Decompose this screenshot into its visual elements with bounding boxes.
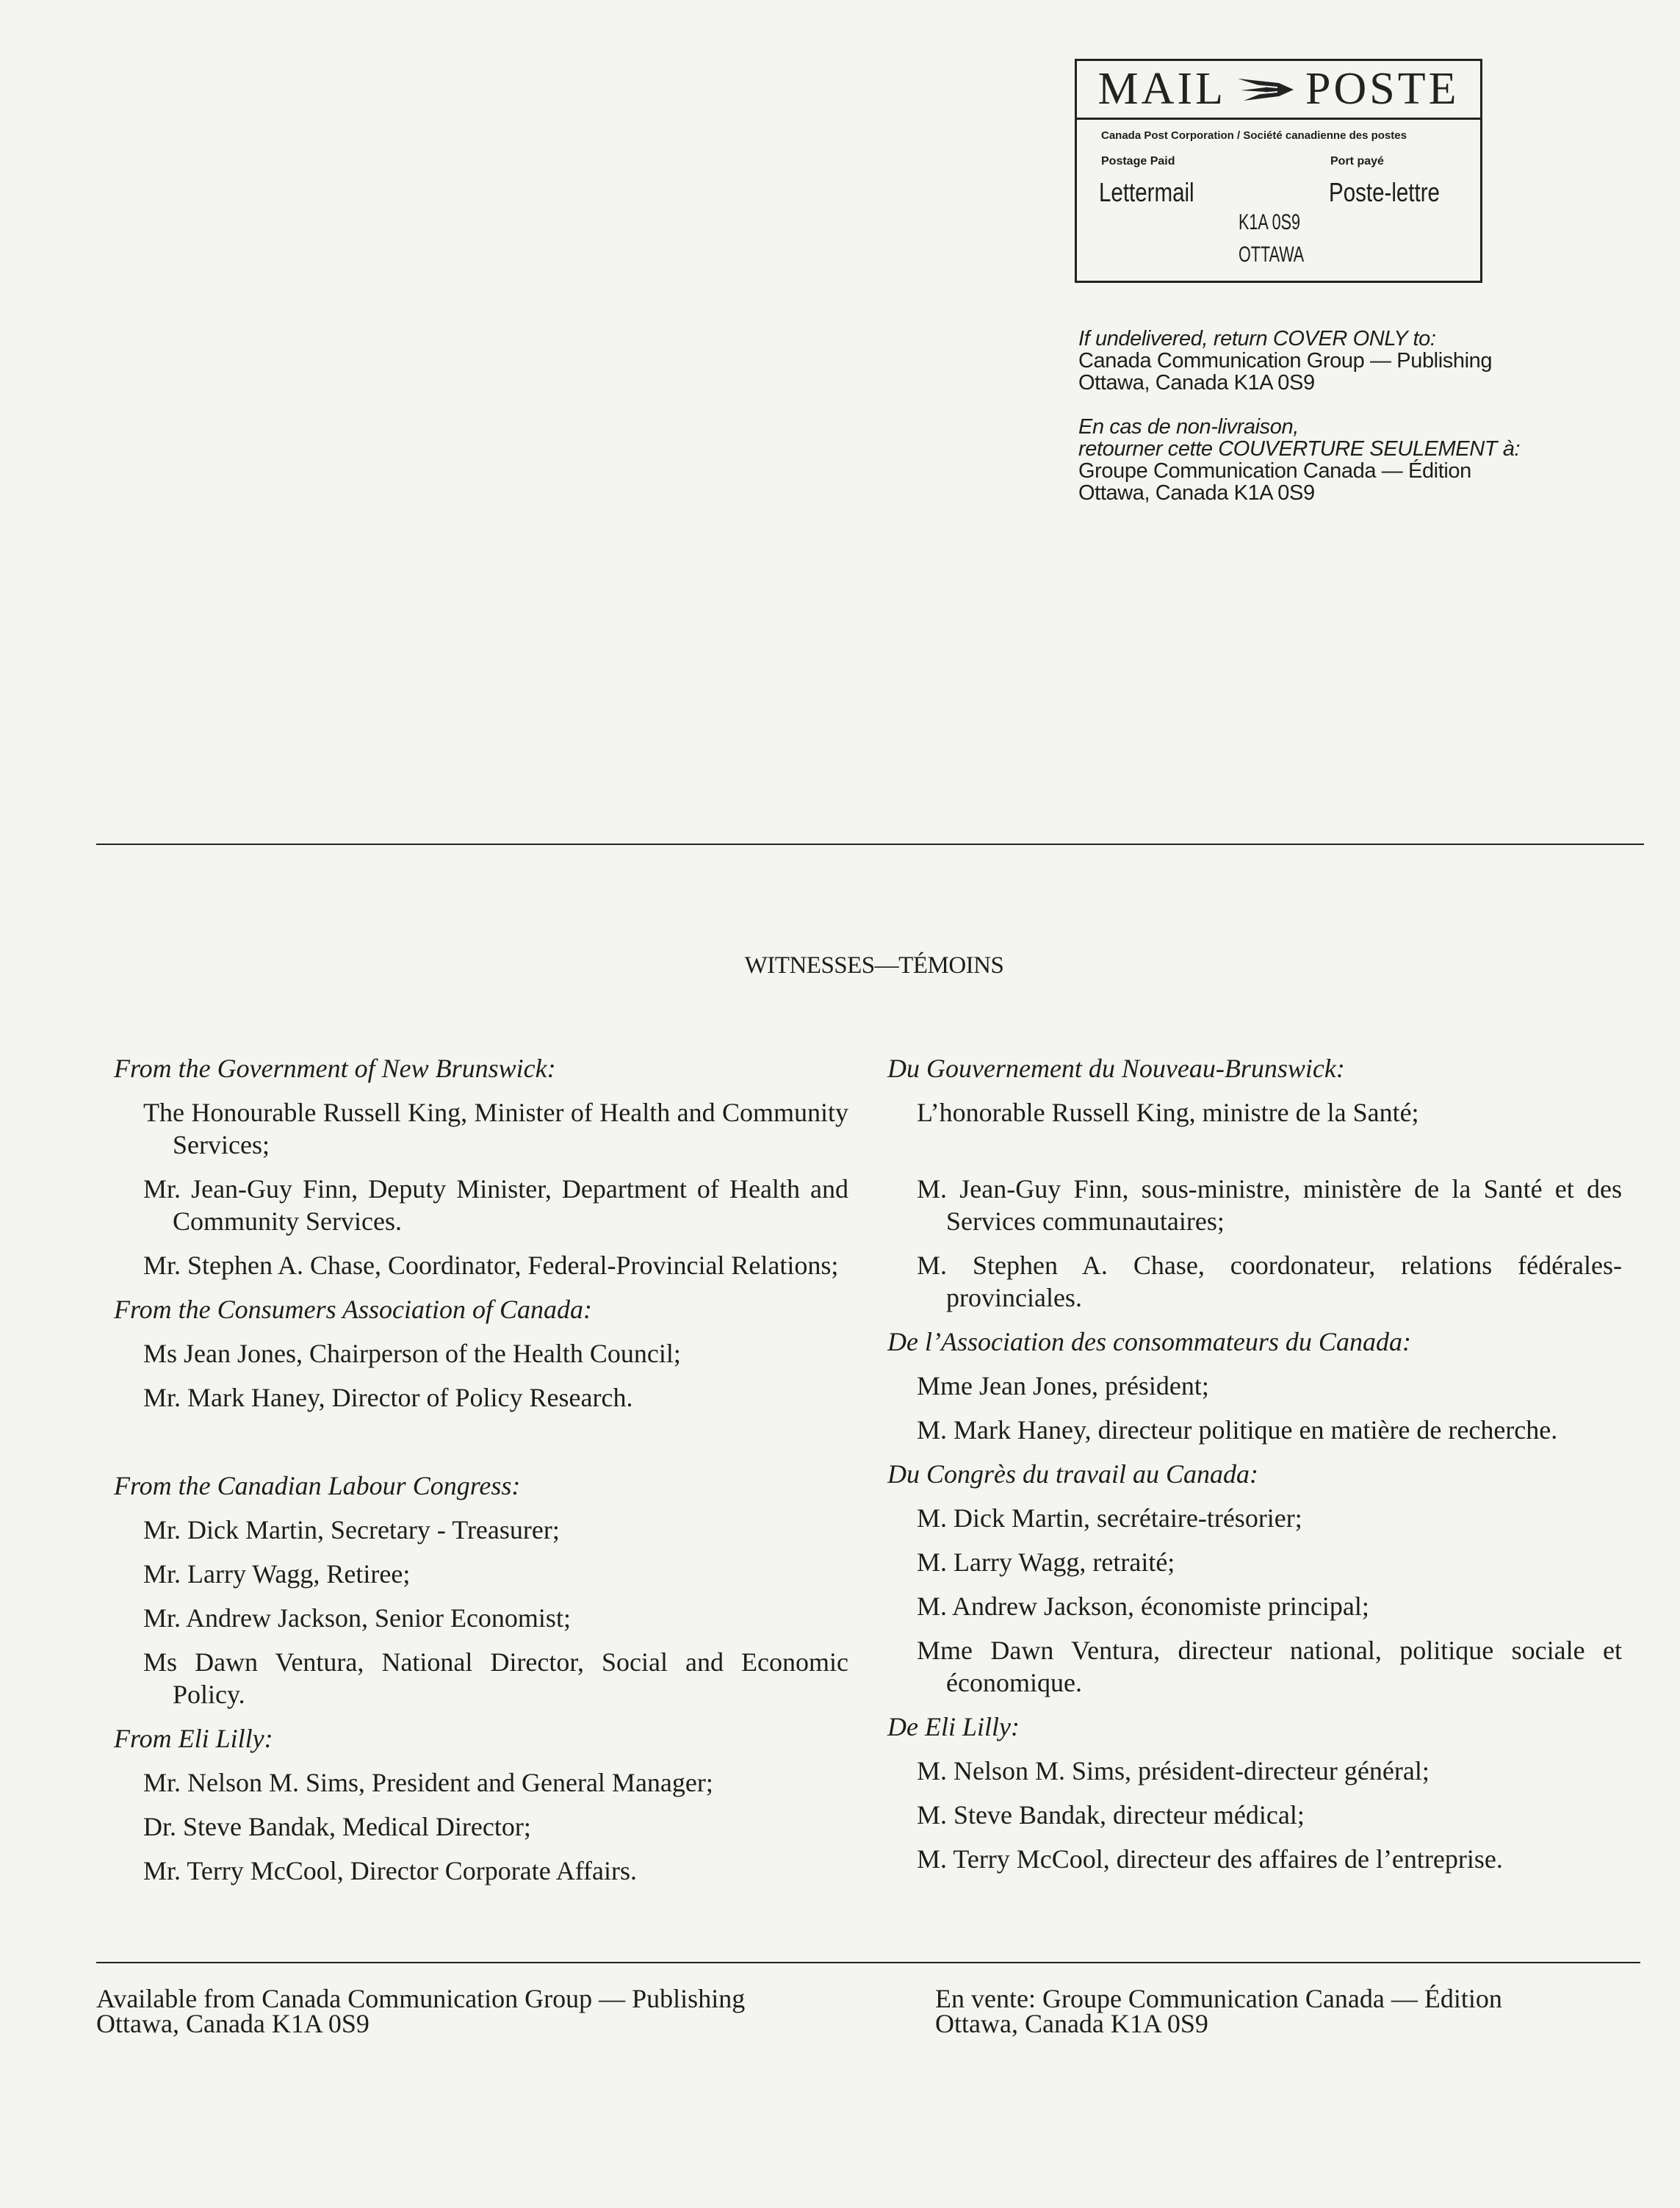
witnesses-heading: WITNESSES—TÉMOINS bbox=[744, 952, 1004, 979]
witness-entry: Dr. Steve Bandak, Medical Director; bbox=[143, 1812, 531, 1841]
witness-entry: M. Terry McCool, directeur des affaires de l’entreprise. bbox=[917, 1844, 1503, 1874]
availability-notice-fr bbox=[935, 1986, 1502, 2036]
postage-indicia bbox=[1075, 59, 1482, 283]
service-fr: Poste-lettre bbox=[1329, 177, 1440, 207]
witness-entry: Mme Jean Jones, président; bbox=[917, 1371, 1209, 1400]
witness-entry: M. Stephen A. Chase, coordonateur, relations fédérales-provinciales. bbox=[917, 1251, 1622, 1312]
witness-entry: Mr. Nelson M. Sims, President and General Manager; bbox=[143, 1768, 713, 1797]
corporation-name: Canada Post Corporation / Société canadienne des postes bbox=[1101, 129, 1407, 142]
witness-entry: M. Nelson M. Sims, président-directeur général; bbox=[917, 1756, 1430, 1786]
canada-post-arrow-icon bbox=[1236, 74, 1295, 105]
witnesses-column-en bbox=[114, 1052, 848, 1887]
footer-fr-line: Ottawa, Canada K1A 0S9 bbox=[935, 2009, 1208, 2038]
witness-entry: M. Steve Bandak, directeur médical; bbox=[917, 1800, 1305, 1830]
organization-label: From the Government of New Brunswick: bbox=[114, 1054, 556, 1083]
brand-mail: MAIL bbox=[1097, 64, 1226, 114]
organization-label: From the Canadian Labour Congress: bbox=[114, 1471, 521, 1500]
service-en: Lettermail bbox=[1099, 177, 1194, 207]
footer-en-line: Available from Canada Communication Group — Publishing bbox=[96, 1984, 746, 2013]
footer-en-line: Ottawa, Canada K1A 0S9 bbox=[96, 2009, 369, 2038]
organization-label: From Eli Lilly: bbox=[114, 1724, 273, 1753]
divider-bottom bbox=[96, 1962, 1640, 1963]
organization-label: Du Congrès du travail au Canada: bbox=[887, 1459, 1259, 1489]
witness-entry: Mr. Larry Wagg, Retiree; bbox=[143, 1559, 411, 1589]
return-en-line: If undelivered, return COVER ONLY to: bbox=[1078, 327, 1436, 350]
witness-entry: M. Andrew Jackson, économiste principal; bbox=[917, 1592, 1369, 1621]
witness-entry: Mr. Dick Martin, Secretary - Treasurer; bbox=[143, 1515, 560, 1544]
indicia-postal-code: K1A 0S9 bbox=[1239, 210, 1301, 234]
availability-notice-en bbox=[96, 1986, 745, 2036]
witnesses-column-fr bbox=[887, 1052, 1622, 1875]
organization-label: From the Consumers Association of Canada: bbox=[114, 1295, 593, 1324]
witness-entry: Mr. Terry McCool, Director Corporate Affairs. bbox=[143, 1856, 637, 1885]
witness-entry: Mr. Andrew Jackson, Senior Economist; bbox=[143, 1603, 571, 1633]
return-address-fr bbox=[1078, 416, 1607, 504]
witness-entry: Mr. Jean-Guy Finn, Deputy Minister, Department of Health and Community Services. bbox=[143, 1174, 848, 1236]
witness-entry: Ms Dawn Ventura, National Director, Social and Economic Policy. bbox=[143, 1647, 848, 1709]
footer-fr-line: En vente: Groupe Communication Canada — Édition bbox=[935, 1984, 1502, 2013]
postage-paid-fr: Port payé bbox=[1330, 155, 1384, 168]
brand-poste: POSTE bbox=[1305, 64, 1460, 114]
organization-label: De Eli Lilly: bbox=[887, 1712, 1020, 1741]
witness-entry: M. Dick Martin, secrétaire-trésorier; bbox=[917, 1503, 1302, 1533]
divider-top bbox=[96, 844, 1644, 845]
witness-entry: M. Mark Haney, directeur politique en matière de recherche. bbox=[917, 1415, 1558, 1445]
witness-entry: M. Jean-Guy Finn, sous-ministre, ministère de la Santé et des Services communautaires; bbox=[917, 1174, 1622, 1236]
witness-entry: L’honorable Russell King, ministre de la Santé; bbox=[917, 1098, 1419, 1127]
indicia-postal-block bbox=[1239, 206, 1304, 271]
witness-entry: M. Larry Wagg, retraité; bbox=[917, 1547, 1175, 1577]
indicia-city: OTTAWA bbox=[1239, 242, 1305, 267]
return-fr-line: Groupe Communication Canada — Édition bbox=[1078, 459, 1471, 483]
return-fr-line: En cas de non-livraison, bbox=[1078, 415, 1299, 439]
witness-entry: Mme Dawn Ventura, directeur national, politique sociale et économique. bbox=[917, 1636, 1622, 1697]
mail-poste-logo bbox=[1077, 61, 1480, 120]
return-fr-line: Ottawa, Canada K1A 0S9 bbox=[1078, 481, 1315, 505]
return-fr-line: retourner cette COUVERTURE SEULEMENT à: bbox=[1078, 437, 1521, 461]
witness-entry: Mr. Mark Haney, Director of Policy Research. bbox=[143, 1383, 633, 1412]
return-en-line: Canada Communication Group — Publishing bbox=[1078, 349, 1493, 373]
organization-label: De l’Association des consommateurs du Canada: bbox=[887, 1327, 1411, 1356]
return-en-line: Ottawa, Canada K1A 0S9 bbox=[1078, 371, 1315, 395]
witness-entry: Mr. Stephen A. Chase, Coordinator, Federal-Provincial Relations; bbox=[143, 1251, 839, 1280]
postage-paid-en: Postage Paid bbox=[1101, 155, 1175, 168]
organization-label: Du Gouvernement du Nouveau-Brunswick: bbox=[887, 1054, 1345, 1083]
return-address-en bbox=[1078, 328, 1607, 394]
witness-entry: The Honourable Russell King, Minister of Health and Community Services; bbox=[143, 1098, 848, 1159]
witness-entry: Ms Jean Jones, Chairperson of the Health Council; bbox=[143, 1339, 681, 1368]
